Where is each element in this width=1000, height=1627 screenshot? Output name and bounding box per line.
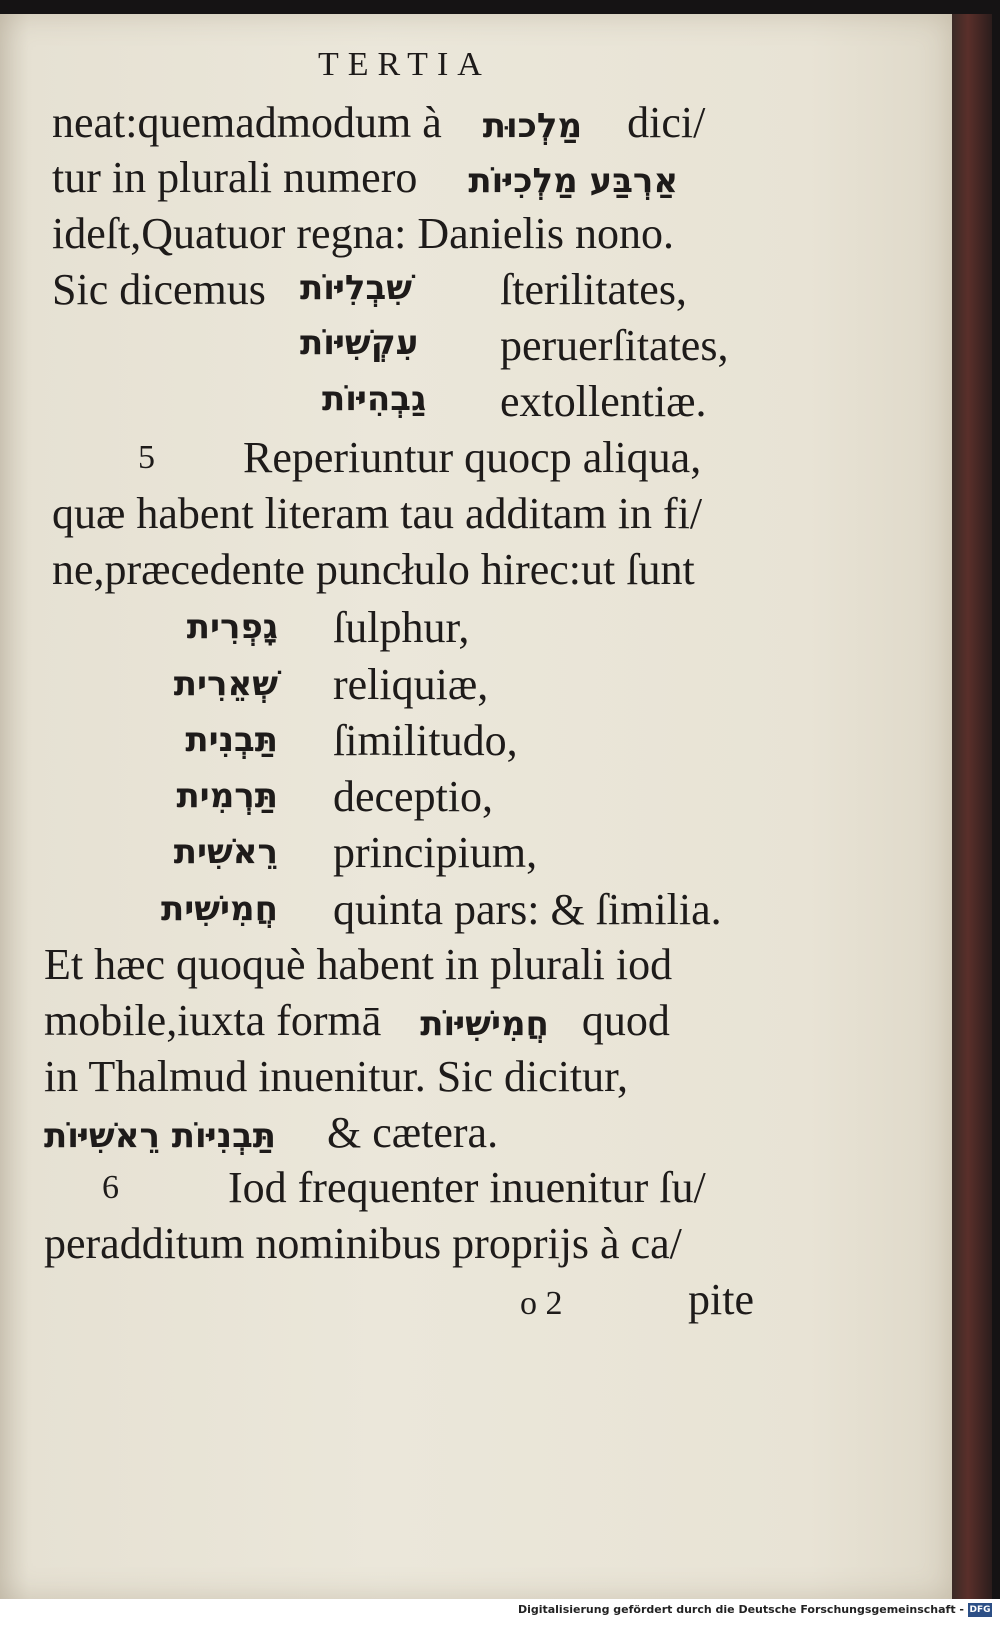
section-number: 5 [138,439,155,476]
text-line-16: Et hæc quoquè habent in plurali iod [44,940,673,989]
word-list-latin: principium, [333,828,538,877]
text-line-3: ideſt,Quatuor regna: Danielis nono. [52,209,674,258]
hebrew-word: שִׁבְלִיּוֹת [300,268,412,308]
text-line-18: in Thalmud inuenitur. Sic dicitur, [44,1052,629,1101]
text-line-4 [52,262,266,318]
section-number: 6 [102,1169,119,1206]
hebrew-phrase: תַּבְנִיּוֹת רֵאשִׁיּוֹת [44,1116,277,1156]
word-list-hebrew: חֲמִישִׁית [161,889,278,929]
latin-gloss: ſterilitates, [500,265,687,314]
hebrew-phrase: אַרְבַּע מַלְכִיּוֹת [468,161,679,201]
dfg-logo: DFG [969,1605,991,1615]
text-line-17 [44,993,670,1052]
latin-text: tur in plurali numero [52,153,418,202]
latin-text: neat:quemadmodum à [52,98,442,147]
text-line-19 [44,1105,498,1164]
word-list-hebrew: שְׁאֵרִית [173,664,278,704]
signature-mark: o 2 [520,1285,563,1322]
running-head: TERTIA [318,46,491,83]
hebrew-word: חֲמִישִׁיּוֹת [420,1004,549,1044]
catchword: pite [688,1275,754,1324]
latin-text: dici/ [627,98,706,147]
text-line-21: peradditum nominibus proprijs à ca/ [44,1219,682,1268]
hebrew-word: מַלְכוּת [482,106,583,146]
latin-gloss: extollentiæ. [500,377,707,426]
word-list-latin: ſimilitudo, [333,716,518,765]
word-list-hebrew: גָפְרִית [186,607,278,647]
text-line-8: quæ habent literam tau additam in fi/ [52,489,703,538]
text-line-20: Iod frequenter inuenitur ſu/ [228,1163,706,1212]
latin-text: quod [581,996,670,1045]
latin-gloss: peruerſitates, [500,321,729,370]
text-line-9: ne,præcedente puncłulo hirec:ut ſunt [52,545,695,594]
word-list-latin: deceptio, [333,772,494,821]
latin-text: mobile,iuxta formā [44,996,382,1045]
text-line-1 [52,95,705,154]
latin-text: & cætera. [327,1108,499,1157]
word-list-hebrew: רֵאשִׁית [173,832,278,872]
latin-text: Sic dicemus [52,265,266,314]
digitization-credit: Digitalisierung gefördert durch die Deutsche Forschungsgemeinschaft - [517,1603,964,1616]
word-list-latin: ſulphur, [333,603,470,652]
word-list-latin: quinta pars: & ſimilia. [333,885,722,934]
hebrew-word: עִקְשִׁיּוֹת [300,323,419,363]
hebrew-word: גַבְהִיּוֹת [322,379,427,419]
text-line-2 [52,150,678,209]
book-cover-edge [952,14,992,1599]
text-line-7: Reperiuntur quocp aliqua, [243,433,702,482]
word-list-hebrew: תַּרְמִית [176,776,278,816]
word-list-latin: reliquiæ, [333,660,489,709]
word-list-hebrew: תַּבְנִית [185,720,278,760]
